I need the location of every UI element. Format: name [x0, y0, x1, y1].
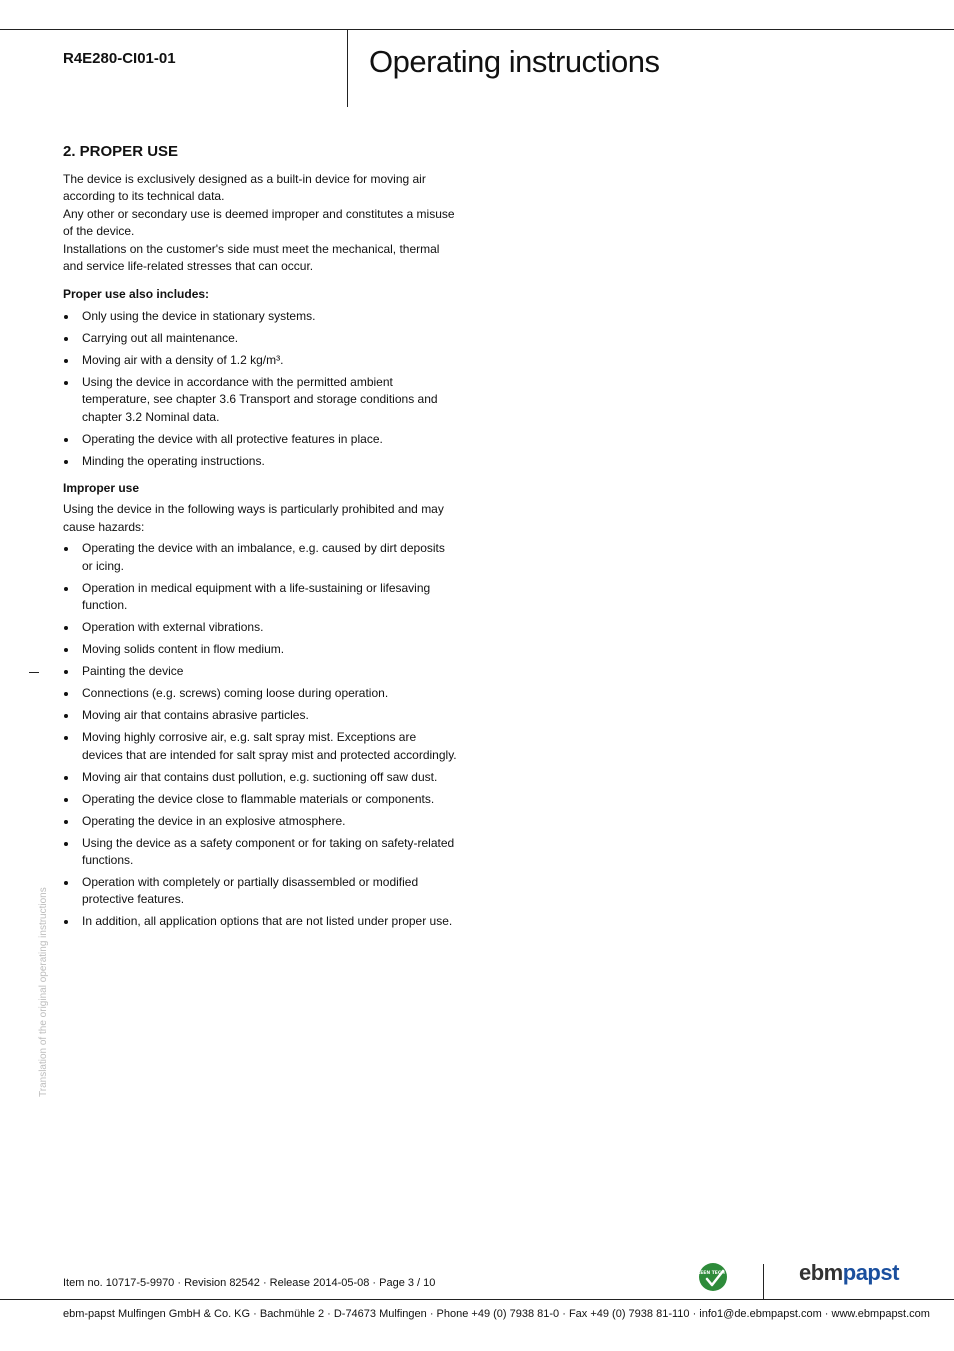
logo-divider [763, 1264, 764, 1300]
improper-use-list [63, 540, 458, 930]
bullet-icon [64, 438, 68, 442]
list-item: Using the device in accordance with the permitted ambient temperature, see chapter 3.6 Transport and storage conditions and chapter 3.2 Nominal data. [63, 374, 458, 426]
badge-label: GREEN TECH [693, 1271, 725, 1276]
main-content [63, 142, 458, 935]
list-item: Moving solids content in flow medium. [63, 641, 458, 658]
list-item: Moving air with a density of 1.2 kg/m³. [63, 352, 458, 369]
list-item: Connections (e.g. screws) coming loose during operation. [63, 685, 458, 702]
list-item: Minding the operating instructions. [63, 453, 458, 470]
bullet-icon [64, 315, 68, 319]
list-item: Moving air that contains abrasive particles. [63, 707, 458, 724]
list-item: Painting the device [63, 663, 458, 680]
document-info: Item no. 10717-5-9970 · Revision 82542 · Release 2014-05-08 · Page 3 / 10 [63, 1277, 436, 1289]
list-item: Operation with completely or partially disassembled or modified protective features. [63, 874, 458, 909]
list-item: Moving highly corrosive air, e.g. salt spray mist. Exceptions are devices that are intended for salt spray mist and protected accordingly. [63, 729, 458, 764]
logo-text-ebm: ebm [799, 1260, 843, 1285]
bullet-icon [64, 820, 68, 824]
section-heading: 2. PROPER USE [63, 143, 179, 160]
bullet-icon [64, 648, 68, 652]
bullet-icon [64, 776, 68, 780]
company-contact: ebm-papst Mulfingen GmbH & Co. KG · Bachmühle 2 · D-74673 Mulfingen · Phone +49 (0) 7938 81-0 · Fax +49 (0) 7938 81-110 · info1@de.ebmpapst.com · www.ebmpapst.com [63, 1308, 930, 1320]
proper-use-list [63, 308, 458, 470]
intro-paragraph: The device is exclusively designed as a built-in device for moving air according to its technical data. [63, 172, 426, 204]
list-item: Operation with external vibrations. [63, 619, 458, 636]
header-divider [347, 29, 348, 107]
page-title: Operating instructions [369, 44, 660, 79]
bullet-icon [64, 359, 68, 363]
bullet-icon [64, 798, 68, 802]
bullet-icon [64, 587, 68, 591]
list-item: Operating the device close to flammable materials or components. [63, 791, 458, 808]
header-top-rule [0, 29, 954, 30]
list-item: Only using the device in stationary systems. [63, 308, 458, 325]
bullet-icon [64, 547, 68, 551]
bullet-icon [64, 881, 68, 885]
list-item: Carrying out all maintenance. [63, 330, 458, 347]
list-item: In addition, all application options that are not listed under proper use. [63, 913, 458, 930]
list-item: Using the device as a safety component or for taking on safety-related functions. [63, 835, 458, 870]
list-item: Operating the device with all protective features in place. [63, 431, 458, 448]
footer-rule [0, 1299, 954, 1300]
bullet-icon [64, 920, 68, 924]
bullet-icon [64, 692, 68, 696]
intro-paragraph: Any other or secondary use is deemed improper and constitutes a misuse of the device. [63, 206, 455, 239]
improper-use-heading: Improper use [63, 481, 140, 496]
ebmpapst-logo [799, 1260, 899, 1286]
list-item: Operation in medical equipment with a life-sustaining or lifesaving function. [63, 580, 458, 615]
list-item: Operating the device in an explosive atmosphere. [63, 813, 458, 830]
list-item: Operating the device with an imbalance, e.g. caused by dirt deposits or icing. [63, 540, 458, 575]
bullet-icon [64, 460, 68, 464]
logo-text-papst: papst [842, 1260, 899, 1285]
vertical-side-note: Translation of the original operating instructions [38, 887, 49, 1097]
bullet-icon [64, 842, 68, 846]
bullet-icon [64, 670, 68, 674]
margin-mark [29, 672, 39, 673]
bullet-icon [64, 736, 68, 740]
bullet-icon [64, 337, 68, 341]
green-tech-badge-icon [693, 1262, 728, 1292]
bullet-icon [64, 626, 68, 630]
model-number: R4E280-CI01-01 [63, 50, 176, 67]
proper-use-heading: Proper use also includes: [63, 287, 210, 302]
list-item: Moving air that contains dust pollution, e.g. suctioning off saw dust. [63, 769, 458, 786]
bullet-icon [64, 714, 68, 718]
improper-use-intro: Using the device in the following ways is particularly prohibited and may cause hazards: [63, 502, 444, 534]
bullet-icon [64, 381, 68, 385]
intro-paragraph: Installations on the customer's side must meet the mechanical, thermal and service life-related stresses that can occur. [63, 241, 440, 274]
